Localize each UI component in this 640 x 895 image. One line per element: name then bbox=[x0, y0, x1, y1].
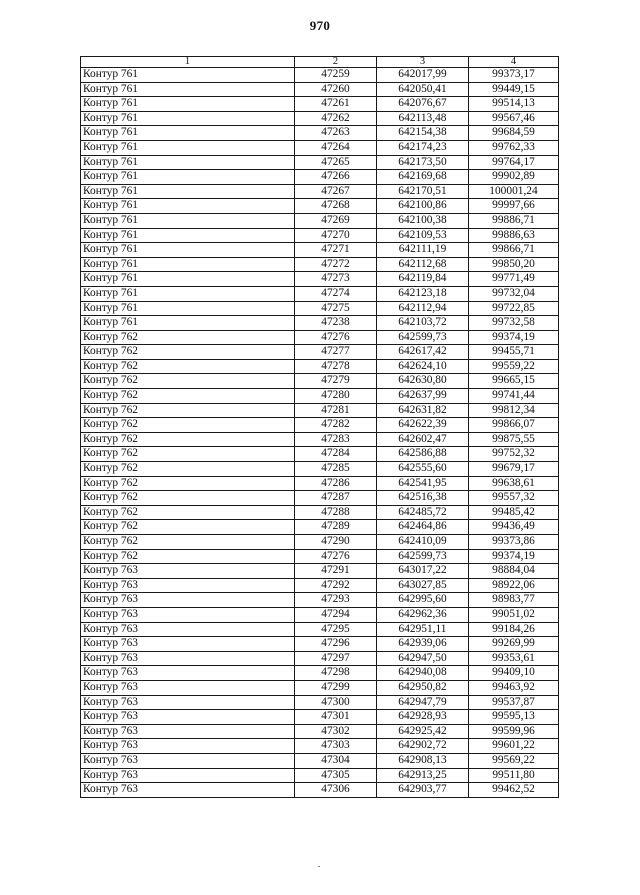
point-number-cell: 47268 bbox=[295, 199, 377, 214]
x-coordinate-cell: 642100,86 bbox=[377, 199, 469, 214]
contour-name-cell: Контур 761 bbox=[81, 97, 295, 112]
table-row bbox=[81, 97, 559, 112]
x-coordinate-cell: 642903,77 bbox=[377, 783, 469, 798]
point-number-cell: 47305 bbox=[295, 768, 377, 783]
x-coordinate-cell: 642111,19 bbox=[377, 243, 469, 258]
x-coordinate-cell: 642947,79 bbox=[377, 695, 469, 710]
header-col-2: 2 bbox=[295, 57, 377, 68]
table-row bbox=[81, 505, 559, 520]
contour-name-cell: Контур 761 bbox=[81, 170, 295, 185]
point-number-cell: 47300 bbox=[295, 695, 377, 710]
table-row bbox=[81, 126, 559, 141]
y-coordinate-cell: 99866,71 bbox=[469, 243, 559, 258]
contour-name-cell: Контур 761 bbox=[81, 316, 295, 331]
y-coordinate-cell: 99373,17 bbox=[469, 68, 559, 83]
table-row bbox=[81, 593, 559, 608]
header-col-1: 1 bbox=[81, 57, 295, 68]
page-number: 970 bbox=[309, 18, 331, 33]
contour-name-cell: Контур 762 bbox=[81, 491, 295, 506]
y-coordinate-cell: 99559,22 bbox=[469, 359, 559, 374]
table-row bbox=[81, 286, 559, 301]
x-coordinate-cell: 642541,95 bbox=[377, 476, 469, 491]
y-coordinate-cell: 99184,26 bbox=[469, 622, 559, 637]
point-number-cell: 47269 bbox=[295, 213, 377, 228]
table-row bbox=[81, 768, 559, 783]
point-number-cell: 47279 bbox=[295, 374, 377, 389]
x-coordinate-cell: 642947,50 bbox=[377, 651, 469, 666]
table-row bbox=[81, 82, 559, 97]
point-number-cell: 47294 bbox=[295, 607, 377, 622]
table-header bbox=[81, 57, 559, 68]
contour-name-cell: Контур 762 bbox=[81, 520, 295, 535]
point-number-cell: 47301 bbox=[295, 710, 377, 725]
point-number-cell: 47302 bbox=[295, 724, 377, 739]
table-row bbox=[81, 462, 559, 477]
header-row bbox=[81, 57, 559, 68]
x-coordinate-cell: 642631,82 bbox=[377, 403, 469, 418]
y-coordinate-cell: 99601,22 bbox=[469, 739, 559, 754]
point-number-cell: 47297 bbox=[295, 651, 377, 666]
table-row bbox=[81, 111, 559, 126]
contour-name-cell: Контур 762 bbox=[81, 389, 295, 404]
table-row bbox=[81, 710, 559, 725]
x-coordinate-cell: 642939,06 bbox=[377, 637, 469, 652]
contour-name-cell: Контур 763 bbox=[81, 753, 295, 768]
point-number-cell: 47261 bbox=[295, 97, 377, 112]
contour-name-cell: Контур 763 bbox=[81, 768, 295, 783]
point-number-cell: 47284 bbox=[295, 447, 377, 462]
point-number-cell: 47292 bbox=[295, 578, 377, 593]
x-coordinate-cell: 642950,82 bbox=[377, 680, 469, 695]
point-number-cell: 47264 bbox=[295, 140, 377, 155]
x-coordinate-cell: 642112,94 bbox=[377, 301, 469, 316]
table-row bbox=[81, 476, 559, 491]
table-row bbox=[81, 155, 559, 170]
point-number-cell: 47287 bbox=[295, 491, 377, 506]
table-row bbox=[81, 345, 559, 360]
point-number-cell: 47260 bbox=[295, 82, 377, 97]
y-coordinate-cell: 99557,32 bbox=[469, 491, 559, 506]
table-row bbox=[81, 330, 559, 345]
table-row bbox=[81, 418, 559, 433]
table-row bbox=[81, 243, 559, 258]
x-coordinate-cell: 642170,51 bbox=[377, 184, 469, 199]
contour-name-cell: Контур 761 bbox=[81, 155, 295, 170]
x-coordinate-cell: 642464,86 bbox=[377, 520, 469, 535]
point-number-cell: 47276 bbox=[295, 549, 377, 564]
point-number-cell: 47299 bbox=[295, 680, 377, 695]
table-row bbox=[81, 359, 559, 374]
x-coordinate-cell: 642173,50 bbox=[377, 155, 469, 170]
x-coordinate-cell: 642410,09 bbox=[377, 535, 469, 550]
coordinates-table bbox=[80, 56, 559, 798]
table-row bbox=[81, 68, 559, 83]
table-row bbox=[81, 783, 559, 798]
point-number-cell: 47274 bbox=[295, 286, 377, 301]
point-number-cell: 47295 bbox=[295, 622, 377, 637]
y-coordinate-cell: 99374,19 bbox=[469, 549, 559, 564]
table-row bbox=[81, 637, 559, 652]
x-coordinate-cell: 643017,22 bbox=[377, 564, 469, 579]
table-row bbox=[81, 564, 559, 579]
y-coordinate-cell: 99595,13 bbox=[469, 710, 559, 725]
y-coordinate-cell: 99511,80 bbox=[469, 768, 559, 783]
contour-name-cell: Контур 762 bbox=[81, 432, 295, 447]
contour-name-cell: Контур 763 bbox=[81, 651, 295, 666]
x-coordinate-cell: 642908,13 bbox=[377, 753, 469, 768]
x-coordinate-cell: 642103,72 bbox=[377, 316, 469, 331]
x-coordinate-cell: 643027,85 bbox=[377, 578, 469, 593]
x-coordinate-cell: 642174,23 bbox=[377, 140, 469, 155]
contour-name-cell: Контур 763 bbox=[81, 622, 295, 637]
table-row bbox=[81, 695, 559, 710]
contour-name-cell: Контур 763 bbox=[81, 637, 295, 652]
contour-name-cell: Контур 761 bbox=[81, 199, 295, 214]
point-number-cell: 47262 bbox=[295, 111, 377, 126]
contour-name-cell: Контур 762 bbox=[81, 330, 295, 345]
y-coordinate-cell: 99514,13 bbox=[469, 97, 559, 112]
y-coordinate-cell: 98884,04 bbox=[469, 564, 559, 579]
contour-name-cell: Контур 762 bbox=[81, 345, 295, 360]
point-number-cell: 47280 bbox=[295, 389, 377, 404]
x-coordinate-cell: 642902,72 bbox=[377, 739, 469, 754]
y-coordinate-cell: 99886,63 bbox=[469, 228, 559, 243]
x-coordinate-cell: 642913,25 bbox=[377, 768, 469, 783]
y-coordinate-cell: 99269,99 bbox=[469, 637, 559, 652]
table-row bbox=[81, 257, 559, 272]
contour-name-cell: Контур 761 bbox=[81, 126, 295, 141]
x-coordinate-cell: 642599,73 bbox=[377, 549, 469, 564]
point-number-cell: 47271 bbox=[295, 243, 377, 258]
y-coordinate-cell: 99764,17 bbox=[469, 155, 559, 170]
y-coordinate-cell: 99732,58 bbox=[469, 316, 559, 331]
table-row bbox=[81, 491, 559, 506]
point-number-cell: 47304 bbox=[295, 753, 377, 768]
contour-name-cell: Контур 763 bbox=[81, 710, 295, 725]
y-coordinate-cell: 99436,49 bbox=[469, 520, 559, 535]
table-row bbox=[81, 549, 559, 564]
point-number-cell: 47303 bbox=[295, 739, 377, 754]
contour-name-cell: Контур 761 bbox=[81, 111, 295, 126]
contour-name-cell: Контур 761 bbox=[81, 272, 295, 287]
x-coordinate-cell: 642617,42 bbox=[377, 345, 469, 360]
contour-name-cell: Контур 763 bbox=[81, 564, 295, 579]
contour-name-cell: Контур 761 bbox=[81, 243, 295, 258]
contour-name-cell: Контур 761 bbox=[81, 184, 295, 199]
table-row bbox=[81, 535, 559, 550]
contour-name-cell: Контур 762 bbox=[81, 549, 295, 564]
y-coordinate-cell: 99866,07 bbox=[469, 418, 559, 433]
contour-name-cell: Контур 763 bbox=[81, 593, 295, 608]
y-coordinate-cell: 99374,19 bbox=[469, 330, 559, 345]
y-coordinate-cell: 99462,52 bbox=[469, 783, 559, 798]
point-number-cell: 47238 bbox=[295, 316, 377, 331]
y-coordinate-cell: 99679,17 bbox=[469, 462, 559, 477]
x-coordinate-cell: 642624,10 bbox=[377, 359, 469, 374]
contour-name-cell: Контур 761 bbox=[81, 68, 295, 83]
point-number-cell: 47276 bbox=[295, 330, 377, 345]
table-row bbox=[81, 651, 559, 666]
contour-name-cell: Контур 763 bbox=[81, 739, 295, 754]
scan-speck bbox=[318, 866, 320, 867]
x-coordinate-cell: 642123,18 bbox=[377, 286, 469, 301]
table-row bbox=[81, 199, 559, 214]
contour-name-cell: Контур 761 bbox=[81, 301, 295, 316]
y-coordinate-cell: 99569,22 bbox=[469, 753, 559, 768]
x-coordinate-cell: 642637,99 bbox=[377, 389, 469, 404]
contour-name-cell: Контур 763 bbox=[81, 607, 295, 622]
table-row bbox=[81, 228, 559, 243]
y-coordinate-cell: 99741,44 bbox=[469, 389, 559, 404]
x-coordinate-cell: 642630,80 bbox=[377, 374, 469, 389]
x-coordinate-cell: 642940,08 bbox=[377, 666, 469, 681]
y-coordinate-cell: 99665,15 bbox=[469, 374, 559, 389]
x-coordinate-cell: 642951,11 bbox=[377, 622, 469, 637]
header-col-4: 4 bbox=[469, 57, 559, 68]
x-coordinate-cell: 642599,73 bbox=[377, 330, 469, 345]
point-number-cell: 47285 bbox=[295, 462, 377, 477]
table-row bbox=[81, 403, 559, 418]
table-row bbox=[81, 680, 559, 695]
contour-name-cell: Контур 763 bbox=[81, 695, 295, 710]
x-coordinate-cell: 642622,39 bbox=[377, 418, 469, 433]
y-coordinate-cell: 99771,49 bbox=[469, 272, 559, 287]
point-number-cell: 47291 bbox=[295, 564, 377, 579]
y-coordinate-cell: 99463,92 bbox=[469, 680, 559, 695]
x-coordinate-cell: 642485,72 bbox=[377, 505, 469, 520]
point-number-cell: 47273 bbox=[295, 272, 377, 287]
contour-name-cell: Контур 763 bbox=[81, 578, 295, 593]
contour-name-cell: Контур 762 bbox=[81, 476, 295, 491]
table-row bbox=[81, 447, 559, 462]
y-coordinate-cell: 99762,33 bbox=[469, 140, 559, 155]
contour-name-cell: Контур 761 bbox=[81, 82, 295, 97]
y-coordinate-cell: 99455,71 bbox=[469, 345, 559, 360]
x-coordinate-cell: 642076,67 bbox=[377, 97, 469, 112]
y-coordinate-cell: 99875,55 bbox=[469, 432, 559, 447]
x-coordinate-cell: 642113,48 bbox=[377, 111, 469, 126]
y-coordinate-cell: 99886,71 bbox=[469, 213, 559, 228]
contour-name-cell: Контур 763 bbox=[81, 680, 295, 695]
contour-name-cell: Контур 762 bbox=[81, 359, 295, 374]
x-coordinate-cell: 642928,93 bbox=[377, 710, 469, 725]
contour-name-cell: Контур 762 bbox=[81, 535, 295, 550]
table-row bbox=[81, 578, 559, 593]
y-coordinate-cell: 99051,02 bbox=[469, 607, 559, 622]
y-coordinate-cell: 99902,89 bbox=[469, 170, 559, 185]
contour-name-cell: Контур 761 bbox=[81, 228, 295, 243]
contour-name-cell: Контур 761 bbox=[81, 286, 295, 301]
point-number-cell: 47298 bbox=[295, 666, 377, 681]
point-number-cell: 47263 bbox=[295, 126, 377, 141]
y-coordinate-cell: 100001,24 bbox=[469, 184, 559, 199]
x-coordinate-cell: 642017,99 bbox=[377, 68, 469, 83]
x-coordinate-cell: 642962,36 bbox=[377, 607, 469, 622]
contour-name-cell: Контур 762 bbox=[81, 374, 295, 389]
contour-name-cell: Контур 763 bbox=[81, 783, 295, 798]
y-coordinate-cell: 99537,87 bbox=[469, 695, 559, 710]
table-row bbox=[81, 140, 559, 155]
point-number-cell: 47288 bbox=[295, 505, 377, 520]
y-coordinate-cell: 99638,61 bbox=[469, 476, 559, 491]
contour-name-cell: Контур 762 bbox=[81, 462, 295, 477]
table-row bbox=[81, 520, 559, 535]
table-row bbox=[81, 301, 559, 316]
point-number-cell: 47277 bbox=[295, 345, 377, 360]
point-number-cell: 47306 bbox=[295, 783, 377, 798]
x-coordinate-cell: 642154,38 bbox=[377, 126, 469, 141]
table-row bbox=[81, 607, 559, 622]
point-number-cell: 47265 bbox=[295, 155, 377, 170]
y-coordinate-cell: 99722,85 bbox=[469, 301, 559, 316]
point-number-cell: 47272 bbox=[295, 257, 377, 272]
x-coordinate-cell: 642555,60 bbox=[377, 462, 469, 477]
point-number-cell: 47290 bbox=[295, 535, 377, 550]
x-coordinate-cell: 642109,53 bbox=[377, 228, 469, 243]
contour-name-cell: Контур 762 bbox=[81, 447, 295, 462]
y-coordinate-cell: 98983,77 bbox=[469, 593, 559, 608]
contour-name-cell: Контур 761 bbox=[81, 257, 295, 272]
y-coordinate-cell: 99732,04 bbox=[469, 286, 559, 301]
contour-name-cell: Контур 762 bbox=[81, 418, 295, 433]
contour-name-cell: Контур 763 bbox=[81, 724, 295, 739]
point-number-cell: 47259 bbox=[295, 68, 377, 83]
table-row bbox=[81, 666, 559, 681]
contour-name-cell: Контур 761 bbox=[81, 140, 295, 155]
y-coordinate-cell: 99449,15 bbox=[469, 82, 559, 97]
y-coordinate-cell: 99599,96 bbox=[469, 724, 559, 739]
point-number-cell: 47281 bbox=[295, 403, 377, 418]
x-coordinate-cell: 642516,38 bbox=[377, 491, 469, 506]
table-body bbox=[81, 68, 559, 798]
table-row bbox=[81, 213, 559, 228]
y-coordinate-cell: 99850,20 bbox=[469, 257, 559, 272]
y-coordinate-cell: 99567,46 bbox=[469, 111, 559, 126]
table-row bbox=[81, 724, 559, 739]
point-number-cell: 47293 bbox=[295, 593, 377, 608]
table-row bbox=[81, 753, 559, 768]
x-coordinate-cell: 642119,84 bbox=[377, 272, 469, 287]
point-number-cell: 47266 bbox=[295, 170, 377, 185]
contour-name-cell: Контур 762 bbox=[81, 505, 295, 520]
point-number-cell: 47286 bbox=[295, 476, 377, 491]
contour-name-cell: Контур 763 bbox=[81, 666, 295, 681]
x-coordinate-cell: 642169,68 bbox=[377, 170, 469, 185]
y-coordinate-cell: 99409,10 bbox=[469, 666, 559, 681]
y-coordinate-cell: 99373,86 bbox=[469, 535, 559, 550]
x-coordinate-cell: 642100,38 bbox=[377, 213, 469, 228]
point-number-cell: 47278 bbox=[295, 359, 377, 374]
table-row bbox=[81, 272, 559, 287]
y-coordinate-cell: 99353,61 bbox=[469, 651, 559, 666]
x-coordinate-cell: 642586,88 bbox=[377, 447, 469, 462]
point-number-cell: 47282 bbox=[295, 418, 377, 433]
y-coordinate-cell: 99997,66 bbox=[469, 199, 559, 214]
table-row bbox=[81, 374, 559, 389]
table-row bbox=[81, 739, 559, 754]
table-row bbox=[81, 316, 559, 331]
y-coordinate-cell: 99812,34 bbox=[469, 403, 559, 418]
y-coordinate-cell: 99485,42 bbox=[469, 505, 559, 520]
table-row bbox=[81, 622, 559, 637]
x-coordinate-cell: 642112,68 bbox=[377, 257, 469, 272]
y-coordinate-cell: 99752,32 bbox=[469, 447, 559, 462]
table-row bbox=[81, 432, 559, 447]
point-number-cell: 47289 bbox=[295, 520, 377, 535]
y-coordinate-cell: 98922,06 bbox=[469, 578, 559, 593]
point-number-cell: 47275 bbox=[295, 301, 377, 316]
header-col-3: 3 bbox=[377, 57, 469, 68]
contour-name-cell: Контур 761 bbox=[81, 213, 295, 228]
x-coordinate-cell: 642925,42 bbox=[377, 724, 469, 739]
y-coordinate-cell: 99684,59 bbox=[469, 126, 559, 141]
x-coordinate-cell: 642602,47 bbox=[377, 432, 469, 447]
x-coordinate-cell: 642995,60 bbox=[377, 593, 469, 608]
table-row bbox=[81, 170, 559, 185]
point-number-cell: 47270 bbox=[295, 228, 377, 243]
contour-name-cell: Контур 762 bbox=[81, 403, 295, 418]
point-number-cell: 47296 bbox=[295, 637, 377, 652]
x-coordinate-cell: 642050,41 bbox=[377, 82, 469, 97]
table-row bbox=[81, 184, 559, 199]
point-number-cell: 47283 bbox=[295, 432, 377, 447]
point-number-cell: 47267 bbox=[295, 184, 377, 199]
table-row bbox=[81, 389, 559, 404]
